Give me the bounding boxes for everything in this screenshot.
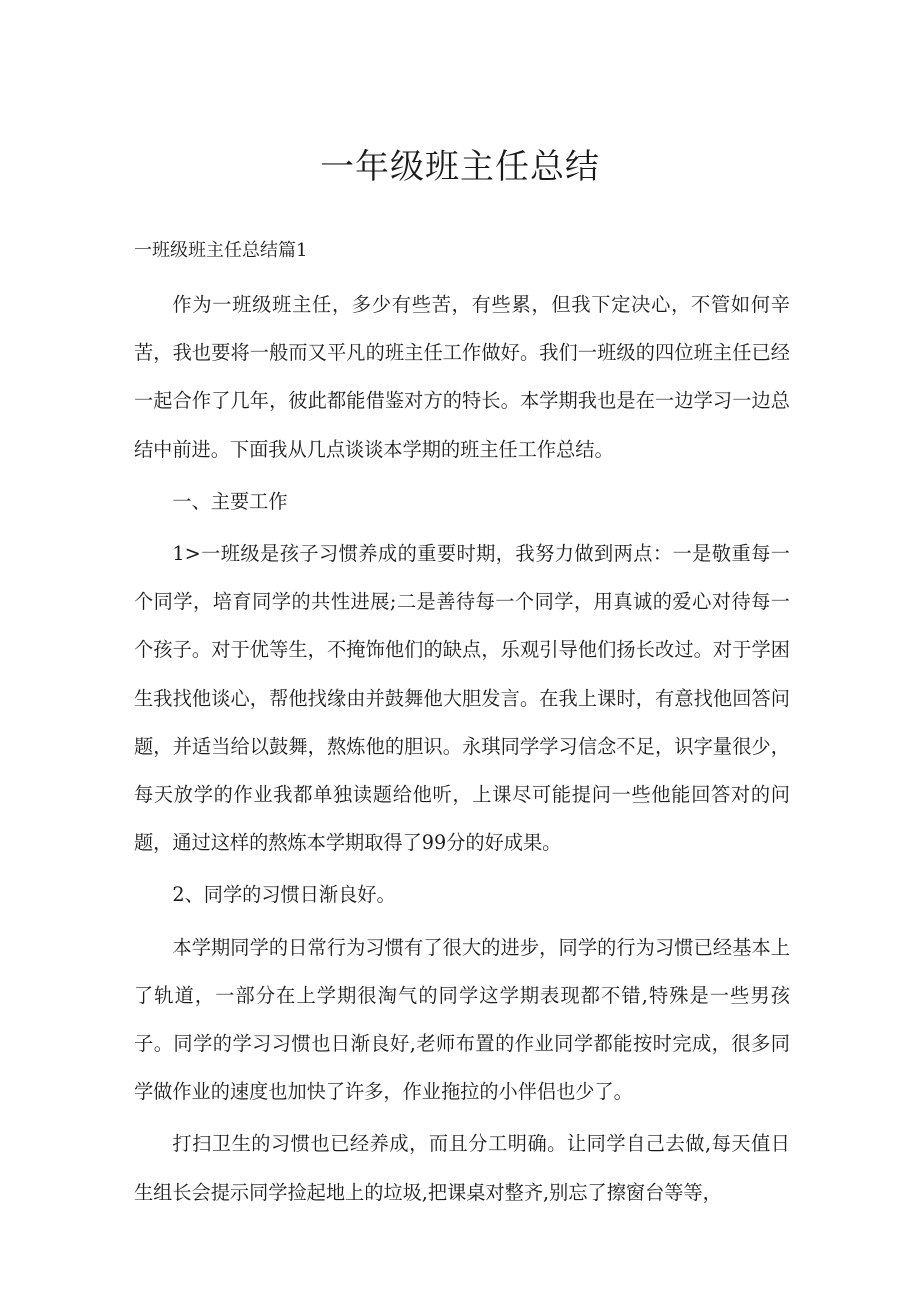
paragraph-intro: 作为一班级班主任，多少有些苦，有些累，但我下定决心，不管如何辛苦，我也要将一般而又平凡的班主任工作做好。我们一班级的四位班主任已经一起合作了几年，彼此都能借鉴对方的特长。本学期我也是在一边学习一边总结中前进。下面我从几点谈谈本学期的班主任工作总结。 xyxy=(134,293,790,461)
page-title: 一年级班主任总结 xyxy=(320,147,600,187)
document-body xyxy=(134,281,790,1221)
paragraph-point-1: 1>一班级是孩子习惯养成的重要时期，我努力做到两点：一是敬重每一个同学，培育同学的共性进展;二是善待每一个同学，用真诚的爱心对待每一个孩子。对于优等生，不掩饰他们的缺点，乐观引导他们扬长改过。对于学困生我找他谈心，帮他找缘由并鼓舞他大胆发言。在我上课时，有意找他回答问题，并适当给以鼓舞，熬炼他的胆识。永琪同学学习信念不足，识字量很少，每天放学的作业我都单独读题给他听，上课尽可能提问一些他能回答对的问题，通过这样的熬炼本学期取得了99分的好成果。 xyxy=(134,542,790,855)
section-heading-main-work: 一、主要工作 xyxy=(172,489,288,513)
section-heading-point-2: 2、同学的习惯日渐良好。 xyxy=(172,883,396,907)
paragraph-cleaning: 打扫卫生的习惯也已经养成，而且分工明确。让同学自己去做,每天值日生组长会提示同学捡起地上的垃圾,把课桌对整齐,别忘了擦窗台等等， xyxy=(134,1132,790,1204)
paragraph-habits: 本学期同学的日常行为习惯有了很大的进步，同学的行为习惯已经基本上了轨道，一部分在上学期很淘气的同学这学期表现都不错,特殊是一些男孩子。同学的学习习惯也日渐良好,老师布置的作业同学都能按时完成，很多同学做作业的速度也加快了许多，作业拖拉的小伴侣也少了。 xyxy=(134,935,790,1104)
section-subtitle: 一班级班主任总结篇1 xyxy=(134,240,308,261)
